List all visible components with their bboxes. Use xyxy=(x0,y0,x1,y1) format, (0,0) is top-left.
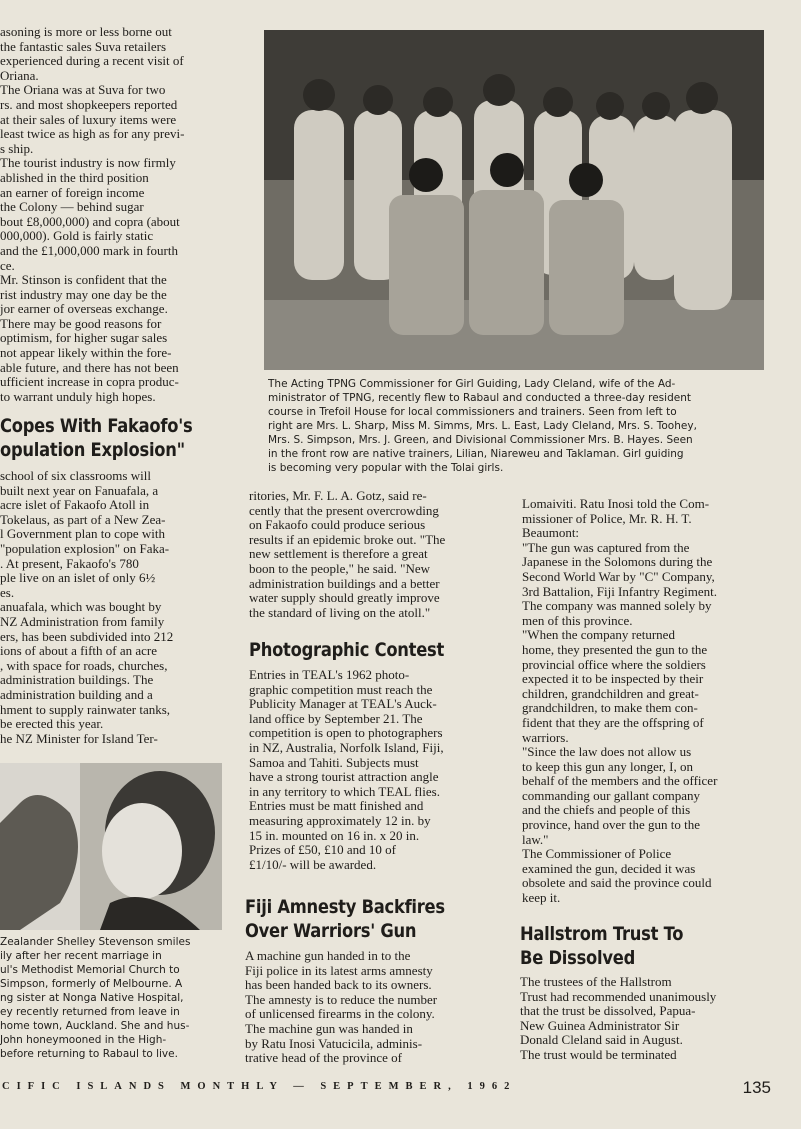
text-line: missioner of Police, Mr. R. H. T. xyxy=(522,511,692,526)
text-line: administration building and a xyxy=(0,687,153,702)
text-line: measuring approximately 12 in. by xyxy=(249,813,431,828)
text-line: law." xyxy=(522,832,549,847)
headline-photo-contest xyxy=(249,638,509,662)
text-line: an earner of foreign income xyxy=(0,185,145,200)
text-line: grandchildren, to make them con- xyxy=(522,701,698,716)
girl-guides-photo xyxy=(264,30,764,370)
column3-top-text xyxy=(522,497,775,906)
text-line: built next year on Fanuafala, a xyxy=(0,483,159,498)
text-line: NZ Administration from family xyxy=(0,614,165,629)
text-line: and the £1,000,000 mark in fourth xyxy=(0,243,178,258)
text-line: expected it to be inspected by their xyxy=(522,672,704,687)
wedding-photo xyxy=(0,763,222,930)
text-line: rs. and most shopkeepers reported xyxy=(0,97,178,112)
text-line: ng sister at Nonga Native Hospital, xyxy=(0,992,184,1004)
text-line: The Oriana was at Suva for two xyxy=(0,83,166,98)
text-line: 000,000). Gold is fairly static xyxy=(0,229,154,244)
text-line: the fantastic sales Suva retailers xyxy=(0,39,167,54)
text-line: home, they presented the gun to the xyxy=(522,642,708,657)
text-line: The company was manned solely by xyxy=(522,599,712,614)
text-line: trative head of the province of xyxy=(245,1051,403,1066)
text-line: home town, Auckland. She and hus- xyxy=(0,1020,190,1032)
text-line: experienced during a recent visit of xyxy=(0,54,184,69)
text-line: that the trust be dissolved, Papua- xyxy=(520,1004,696,1019)
text-line: £1/10/- will be awarded. xyxy=(249,857,377,872)
text-line: in any territory to which TEAL flies. xyxy=(249,784,440,799)
text-line: ul's Methodist Memorial Church to xyxy=(0,964,180,976)
text-line: warriors. xyxy=(522,730,569,745)
text-line: bout £8,000,000) and copra (about xyxy=(0,214,180,229)
text-line: A machine gun handed in to the xyxy=(245,949,411,963)
text-line: Mrs. S. Simpson, Mrs. J. Green, and Divisional Commissioner Mrs. B. Hayes. Seen xyxy=(268,434,693,446)
column2-bottom-text xyxy=(245,949,499,1066)
text-line: administration buildings and a better xyxy=(249,576,440,591)
text-line: to warrant unduly high hopes. xyxy=(0,389,156,404)
text-line: men of this province. xyxy=(522,613,633,628)
text-line: Entries in TEAL's 1962 photo- xyxy=(249,668,410,682)
text-line: cently that the present overcrowding xyxy=(249,503,439,518)
text-line: land office by September 21. The xyxy=(249,711,423,726)
headline-fakaofo-line2: opulation Explosion" xyxy=(0,439,185,461)
text-line: before returning to Rabaul to live. xyxy=(0,1048,178,1060)
text-line: The Commissioner of Police xyxy=(522,847,672,862)
text-line: be erected this year. xyxy=(0,717,104,732)
text-line: in NZ, Australia, Norfolk Island, Fiji, xyxy=(249,740,444,755)
text-line: , with space for roads, churches, xyxy=(0,658,168,673)
text-line: ce. xyxy=(0,258,15,273)
text-line: 3rd Battalion, Fiji Infantry Regiment. xyxy=(522,584,717,599)
text-line: have a strong tourist attraction angle xyxy=(249,770,439,785)
text-line: Zealander Shelley Stevenson smiles xyxy=(0,936,191,948)
text-line: s ship. xyxy=(0,141,34,156)
text-line: Tokelaus, as part of a New Zea- xyxy=(0,512,166,527)
text-line: obsolete and said the province could xyxy=(522,876,712,891)
column1-mid-text xyxy=(0,469,233,746)
text-line: competition is open to photographers xyxy=(249,726,443,741)
text-line: behalf of the members and the officer xyxy=(522,774,718,789)
text-line: he NZ Minister for Island Ter- xyxy=(0,731,158,746)
headline-hallstrom-line2: Be Dissolved xyxy=(520,947,636,969)
text-line: anuafala, which was bought by xyxy=(0,600,162,615)
text-line: ablished in the third position xyxy=(0,170,149,185)
text-line: ritories, Mr. F. L. A. Gotz, said re- xyxy=(249,489,427,503)
text-line: the standard of living on the atoll." xyxy=(249,605,431,620)
text-line: has been handed back to its owners. xyxy=(245,978,432,993)
text-line: not appear likely within the fore- xyxy=(0,346,172,361)
text-line: examined the gun, decided it was xyxy=(522,861,696,876)
text-line: 15 in. mounted on 16 in. x 20 in. xyxy=(249,828,420,843)
text-line: "When the company returned xyxy=(522,628,675,643)
text-line: Publicity Manager at TEAL's Auck- xyxy=(249,697,437,712)
text-line: children, grandchildren and great- xyxy=(522,686,699,701)
text-line: ey recently returned from leave in xyxy=(0,1006,180,1018)
page-footer xyxy=(0,1081,801,1103)
text-line: able future, and there has not been xyxy=(0,360,179,375)
headline-fakaofo-line1: Copes With Fakaofo's xyxy=(0,415,193,437)
text-line: "Since the law does not allow us xyxy=(522,745,692,760)
headline-fiji-amnesty xyxy=(245,895,505,943)
text-line: The machine gun was handed in xyxy=(245,1021,413,1036)
text-line: Trust had recommended unanimously xyxy=(520,989,717,1004)
text-line: es. xyxy=(0,585,15,600)
text-line: the Colony — behind sugar xyxy=(0,200,144,215)
text-line: Donald Cleland said in August. xyxy=(520,1033,683,1048)
text-line: Simpson, formerly of Melbourne. A xyxy=(0,978,183,990)
text-line: The amnesty is to reduce the number xyxy=(245,992,438,1007)
text-line: jor earner of overseas exchange. xyxy=(0,302,168,317)
text-line: The trust would be terminated xyxy=(520,1047,677,1062)
text-line: fident that they are the offspring of xyxy=(522,715,704,730)
text-line: at their sales of luxury items were xyxy=(0,112,177,127)
headline-hallstrom xyxy=(520,922,780,970)
column2-mid-text xyxy=(249,668,503,872)
text-line: right are Mrs. L. Sharp, Miss M. Simms, Mrs. L. East, Lady Cleland, Mrs. S. Toohey, xyxy=(268,420,697,432)
text-line: hment to supply rainwater tanks, xyxy=(0,702,171,717)
text-line: province, hand over the gun to the xyxy=(522,818,700,833)
text-line: Entries must be matt finished and xyxy=(249,799,424,814)
text-line: ions of about a fifth of an acre xyxy=(0,644,158,659)
text-line: "population explosion" on Faka- xyxy=(0,541,170,556)
text-line: commanding our gallant company xyxy=(522,788,700,803)
column1-top-text xyxy=(0,25,233,404)
text-line: . At present, Fakaofo's 780 xyxy=(0,556,139,571)
text-line: ufficient increase in copra produc- xyxy=(0,375,179,390)
text-line: The tourist industry is now firmly xyxy=(0,156,176,171)
headline-photo-contest-title: Photographic Contest xyxy=(249,639,445,661)
text-line: asoning is more or less borne out xyxy=(0,25,172,39)
text-line: "The gun was captured from the xyxy=(522,540,690,555)
text-line: Beaumont: xyxy=(522,526,580,541)
headline-fiji-amnesty-line1: Fiji Amnesty Backfires xyxy=(245,896,445,918)
text-line: The trustees of the Hallstrom xyxy=(520,975,672,989)
text-line: school of six classrooms will xyxy=(0,469,151,483)
text-line: Second World War by "C" Company, xyxy=(522,569,715,584)
text-line: in the front row are native trainers, Lilian, Niareweu and Taklaman. Girl guiding xyxy=(268,448,684,460)
text-line: Prizes of £50, £10 and 10 of xyxy=(249,843,396,858)
text-line: administration buildings. The xyxy=(0,673,154,688)
text-line: New Guinea Administrator Sir xyxy=(520,1018,680,1033)
text-line: Samoa and Tahiti. Subjects must xyxy=(249,755,419,770)
text-line: rist industry may one day be the xyxy=(0,287,167,302)
text-line: Oriana. xyxy=(0,68,39,83)
text-line: There may be good reasons for xyxy=(0,316,162,331)
text-line: water supply should greatly improve xyxy=(249,591,440,606)
text-line: least twice as high as for any previ- xyxy=(0,127,185,142)
text-line: ers, has been subdivided into 212 xyxy=(0,629,174,644)
text-line: results if an epidemic broke out. "The xyxy=(249,532,446,547)
column3-bottom-text xyxy=(520,975,773,1063)
text-line: by Ratu Inosi Vatucicila, adminis- xyxy=(245,1036,423,1051)
text-line: ministrator of TPNG, recently flew to Rabaul and conducted a three-day resident xyxy=(268,392,691,404)
text-line: ple live on an islet of only 6½ xyxy=(0,571,156,586)
text-line: keep it. xyxy=(522,891,561,906)
text-line: graphic competition must reach the xyxy=(249,682,433,697)
headline-fiji-amnesty-line2: Over Warriors' Gun xyxy=(245,920,417,942)
text-line: of unlicensed firearms in the colony. xyxy=(245,1007,435,1022)
text-line: is becoming very popular with the Tolai girls. xyxy=(268,462,504,474)
text-line: l Government plan to cope with xyxy=(0,527,165,542)
text-line: ily after her recent marriage in xyxy=(0,950,162,962)
text-line: optimism, for higher sugar sales xyxy=(0,331,168,346)
text-line: and the chiefs and people of this xyxy=(522,803,691,818)
headline-hallstrom-line1: Hallstrom Trust To xyxy=(520,923,684,945)
text-line: acre islet of Fakaofo Atoll in xyxy=(0,498,150,513)
text-line: John honeymooned in the High- xyxy=(0,1034,167,1046)
girl-guides-caption xyxy=(268,377,768,475)
wedding-photo-caption xyxy=(0,935,228,1061)
text-line: Lomaiviti. Ratu Inosi told the Com- xyxy=(522,497,710,511)
text-line: new settlement is therefore a great xyxy=(249,547,428,562)
headline-fakaofo xyxy=(0,414,240,462)
text-line: Japanese in the Solomons during the xyxy=(522,555,713,570)
text-line: to keep this gun any longer, I, on xyxy=(522,759,693,774)
text-line: The Acting TPNG Commissioner for Girl Guiding, Lady Cleland, wife of the Ad- xyxy=(268,378,676,390)
text-line: Fiji police in its latest arms amnesty xyxy=(245,963,433,978)
text-line: boon to the people," he said. "New xyxy=(249,561,431,576)
text-line: Mr. Stinson is confident that the xyxy=(0,273,167,288)
text-line: course in Trefoil House for local commissioners and trainers. Seen from left to xyxy=(268,406,677,418)
column2-top-text xyxy=(249,489,503,620)
text-line: on Fakaofo could produce serious xyxy=(249,518,426,533)
text-line: provincial office where the soldiers xyxy=(522,657,706,672)
footer-publication: CIFIC ISLANDS MONTHLY — SEPTEMBER, 1962 xyxy=(2,1081,517,1092)
page-number: 135 xyxy=(742,1078,771,1097)
